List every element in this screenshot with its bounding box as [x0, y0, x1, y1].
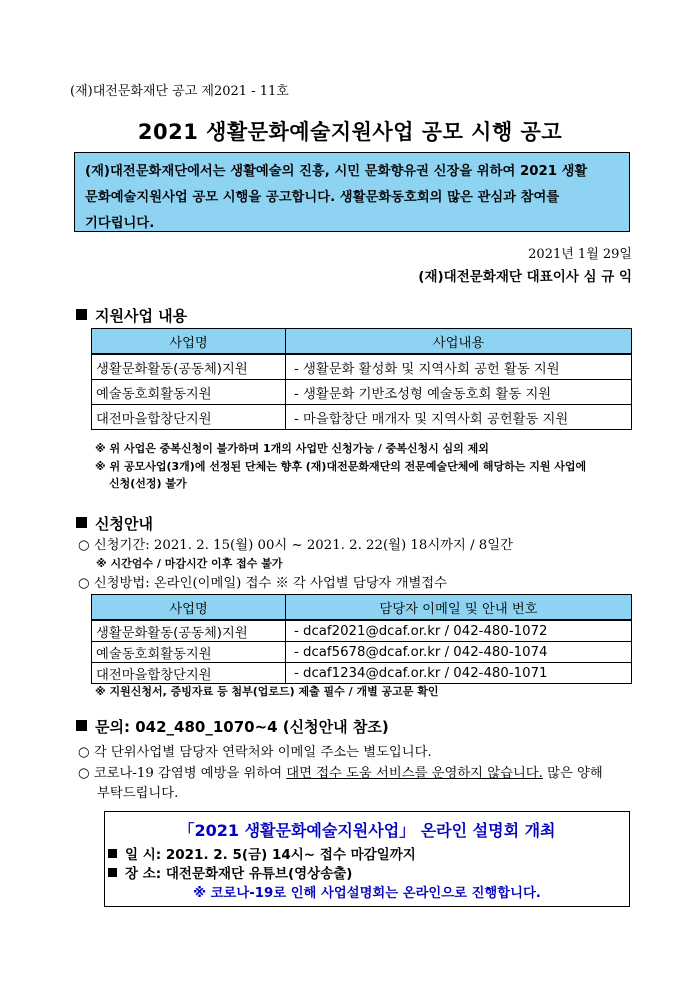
table-row: [92, 354, 632, 380]
document-number: (재)대전문화재단 공고 제2021 - 11호: [70, 84, 289, 99]
application-period: ○ 신청기간: 2021. 2. 15(월) 00시 ~ 2021. 2. 22(월) 18시까지 / 8일간: [78, 538, 513, 553]
table-row: [92, 642, 632, 663]
intro-line-2: 문화예술지원사업 공모 시행을 공고합니다. 생활문화동호회의 많은 관심과 참여를: [85, 190, 560, 205]
contact-table: [91, 594, 632, 684]
bullet-square-icon: [76, 517, 87, 528]
table-header: 담당자 이메일 및 안내 번호: [286, 595, 632, 621]
table-row: [92, 380, 632, 405]
table-cell: - 생활문화 기반조성형 예술동호회 활동 지원: [286, 380, 632, 405]
table-header-row: [92, 595, 632, 621]
signer: (재)대전문화재단 대표이사 심 규 익: [418, 269, 632, 285]
table-cell: - dcaf1234@dcaf.or.kr / 042-480-1071: [286, 663, 632, 684]
inquiry-item-1: ○ 각 단위사업별 담당자 연락처와 이메일 주소는 별도입니다.: [78, 745, 432, 760]
table-cell: 예술동호회활동지원: [92, 642, 286, 663]
table-cell: - dcaf5678@dcaf.or.kr / 042-480-1074: [286, 642, 632, 663]
table-cell: 생활문화활동(공동체)지원: [92, 620, 286, 642]
table-cell: 생활문화활동(공동체)지원: [92, 354, 286, 380]
info-box-title: 「2021 생활문화예술지원사업」 온라인 설명회 개최: [178, 821, 556, 840]
announcement-date: 2021년 1월 29일: [528, 247, 632, 262]
table-header: 사업명: [92, 595, 286, 621]
bullet-square-icon: [108, 849, 117, 858]
application-method: ○ 신청방법: 온라인(이메일) 접수 ※ 각 사업별 담당자 개별접수: [78, 576, 447, 591]
table-header: 사업명: [92, 329, 286, 355]
bullet-square-icon: [108, 868, 117, 877]
table-row: [92, 663, 632, 684]
table-cell: 대전마을합창단지원: [92, 663, 286, 684]
bullet-square-icon: [76, 309, 87, 320]
table-cell: 대전마을합창단지원: [92, 405, 286, 430]
table-header: 사업내용: [286, 329, 632, 355]
section-inquiry-heading: 문의: 042_480_1070~4 (신청안내 참조): [76, 716, 389, 737]
support-note-2: ※ 위 공모사업(3개)에 선정된 단체는 향후 (재)대전문화재단의 전문예술단체에 해당하는 지원 사업에: [95, 460, 587, 473]
info-box-note: ※ 코로나-19로 인해 사업설명회는 온라인으로 진행합니다.: [193, 886, 541, 901]
inquiry-item-2-continued: 부탁드립니다.: [97, 786, 179, 801]
contact-note: ※ 지원신청서, 증빙자료 등 첨부(업로드) 제출 필수 / 개별 공고문 확인: [95, 685, 439, 698]
inquiry-item-2: ○ 코로나-19 감염병 예방을 위하여 대면 접수 도움 서비스를 운영하지 않습니다. 많은 양해: [78, 766, 603, 781]
table-cell: - dcaf2021@dcaf.or.kr / 042-480-1072: [286, 620, 632, 642]
section-support-heading: 지원사업 내용: [76, 305, 187, 326]
table-cell: 예술동호회활동지원: [92, 380, 286, 405]
table-row: [92, 405, 632, 430]
table-cell: - 마을합창단 매개자 및 지역사회 공헌활동 지원: [286, 405, 632, 430]
period-note: ※ 시간엄수 / 마감시간 이후 접수 불가: [96, 557, 283, 570]
table-row: [92, 620, 632, 642]
intro-line-1: (재)대전문화재단에서는 생활예술의 진흥, 시민 문화향유권 신장을 위하여 2021 생활: [85, 164, 588, 179]
intro-box: [74, 152, 630, 232]
support-note-3: 신청(선정) 불가: [109, 477, 187, 490]
section-application-heading: 신청안내: [76, 513, 153, 534]
table-cell: - 생활문화 활성화 및 지역사회 공헌 활동 지원: [286, 354, 632, 380]
info-box-location: 장 소: 대전문화재단 유튜브(영상송출): [108, 862, 352, 882]
info-box-date: 일 시: 2021. 2. 5(금) 14시~ 접수 마감일까지: [108, 843, 416, 863]
table-header-row: [92, 329, 632, 355]
page-title: 2021 생활문화예술지원사업 공모 시행 공고: [137, 120, 563, 144]
support-table: [91, 328, 632, 430]
bullet-square-icon: [76, 720, 87, 731]
intro-line-3: 기다립니다.: [85, 216, 155, 231]
support-note-1: ※ 위 사업은 중복신청이 불가하며 1개의 사업만 신청가능 / 중복신청시 심의 제외: [95, 442, 489, 455]
